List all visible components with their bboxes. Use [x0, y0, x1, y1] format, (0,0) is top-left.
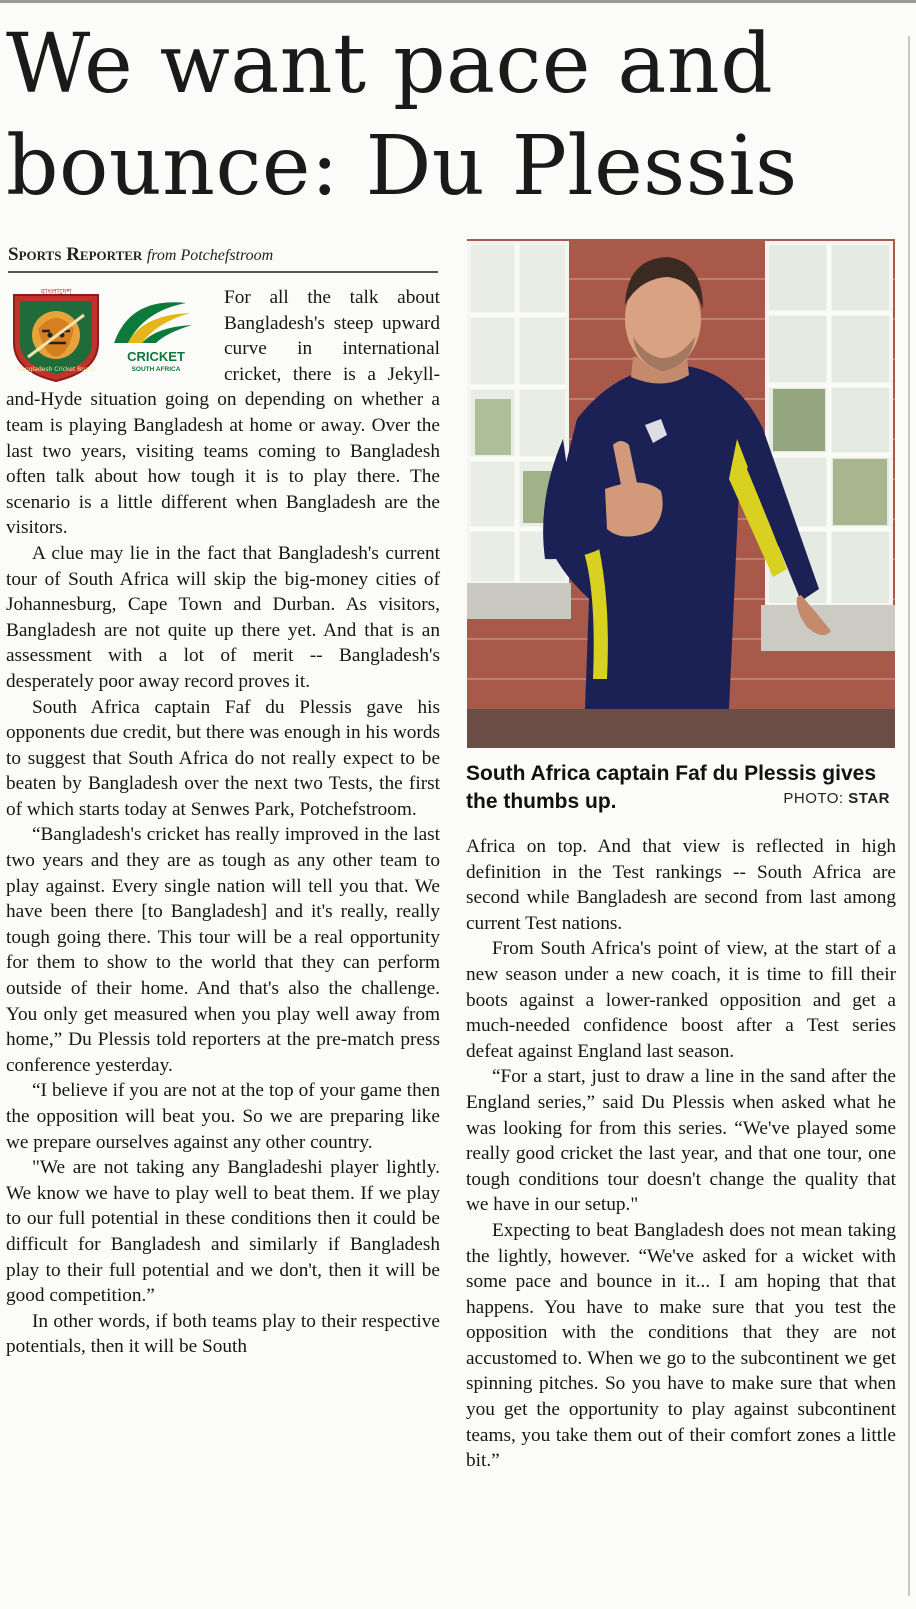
paragraph: “Bangladesh's cricket has really improved in the last two years and they are as tough as any other team to play against. Every single nation will tell you that. We have been there [to Bangladesh] and it's really, really tough going there. This tour will be a real opportunity for them to show to the world that they can perform outside of their home. And that's also the challenge. You only get measured when you play well away from home,” Du Plessis told reporters at the pre-match press conference yesterday. [6, 824, 440, 1076]
photo-credit [783, 790, 890, 807]
byline-location: from Potchefstroom [146, 247, 274, 264]
paragraph: “For a start, just to draw a line in the sand after the England series,” said Du Plessis when asked what he was looking for from this series. “We've played some really good cricket the last year, and that one tour, one tough conditions tour doesn't change the quality that we have in our setup." [466, 1066, 896, 1216]
photo-caption [466, 760, 896, 816]
paragraph: Africa on top. And that view is reflected in high definition in the Test rankings -- South Africa are second while Bangladesh are second from last among current Test nations. [466, 836, 896, 934]
paragraph: A clue may lie in the fact that Bangladesh's current tour of South Africa will skip the big-money cities of Johannesburg, Cape Town and Durban. As visitors, Bangladesh are not quite up there yet. And that is an assessment with a lot of merit -- Bangladesh's desperately poor away record proves it. [6, 542, 440, 692]
bcb-text-bottom: Bangladesh Cricket Board [17, 366, 95, 373]
byline-rule [8, 271, 438, 273]
paragraph: From South Africa's point of view, at the start of a new season under a new coach, it is time to fill their boots against a lower-ranked opposition and get a much-needed confidence boost after a Test series defeat against England last season. [466, 938, 896, 1062]
csa-logo [114, 302, 192, 343]
photo-credit-label: PHOTO: [783, 790, 844, 807]
csa-text-line1: CRICKET [127, 349, 185, 364]
byline [8, 244, 438, 266]
byline-name: Sports Reporter [8, 244, 143, 265]
page-right-rule [908, 36, 910, 1596]
logos [6, 285, 214, 385]
paragraph: Expecting to beat Bangladesh does not mean taking the lightly, however. “We've asked for a wicket with some pace and bounce in it... I am hoping that that happens. You have to make sure that you test the opposition with the conditions that they are not accustomed to. When we go to the subcontinent we get spinning pitches. So you have to make sure that when you get the opportunity to play against subcontinent teams, you take them out of their comfort zones a little bit.” [466, 1219, 896, 1472]
paragraph: In other words, if both teams play to their respective potentials, then it will be South [6, 1310, 440, 1358]
headline: We want pace and bounce: Du Plessis [6, 17, 798, 214]
logo-art [6, 285, 214, 385]
page-top-rule [0, 0, 916, 3]
photo-credit-source: STAR [848, 790, 890, 807]
paragraph: South Africa captain Faf du Plessis gave his opponents due credit, but there was enough in his words to suggest that South Africa do not really expect to be beaten by Bangladesh over the next two Tests, the first of which starts today at Senwes Park, Potchefstroom. [6, 696, 440, 820]
bcb-text-top: বাংলাদেশ [40, 287, 72, 296]
news-photo [467, 239, 895, 748]
article-column-left [6, 285, 440, 1360]
paragraph: For all the talk about Bangladesh's steep upward curve in international cricket, there is a Jekyll-and-Hyde situation going on depending on whether a team is playing Bangladesh at home or away. Over the last two years, visiting teams coming to Bangladesh often talk about how tough it is to play there. The scenario is a little different when Bangladesh are the visitors. [6, 287, 440, 539]
photo-illustration [467, 239, 895, 748]
caption-text: South Africa captain Faf du Plessis gives the thumbs up. [466, 762, 877, 813]
paragraph: “I believe if you are not at the top of your game then the opposition will beat you. So we are preparing like we prepare ourselves against any other country. [6, 1080, 440, 1153]
article-column-right [466, 834, 896, 1474]
csa-text-line2: SOUTH AFRICA [131, 366, 181, 373]
paragraph: "We are not taking any Bangladeshi player lightly. We know we have to play well to beat them. If we play to our full potential in these conditions then it could be difficult for Bangladesh and similarly if Bangladesh play to their full potential and we don't, then it will be good competition.” [6, 1157, 440, 1307]
